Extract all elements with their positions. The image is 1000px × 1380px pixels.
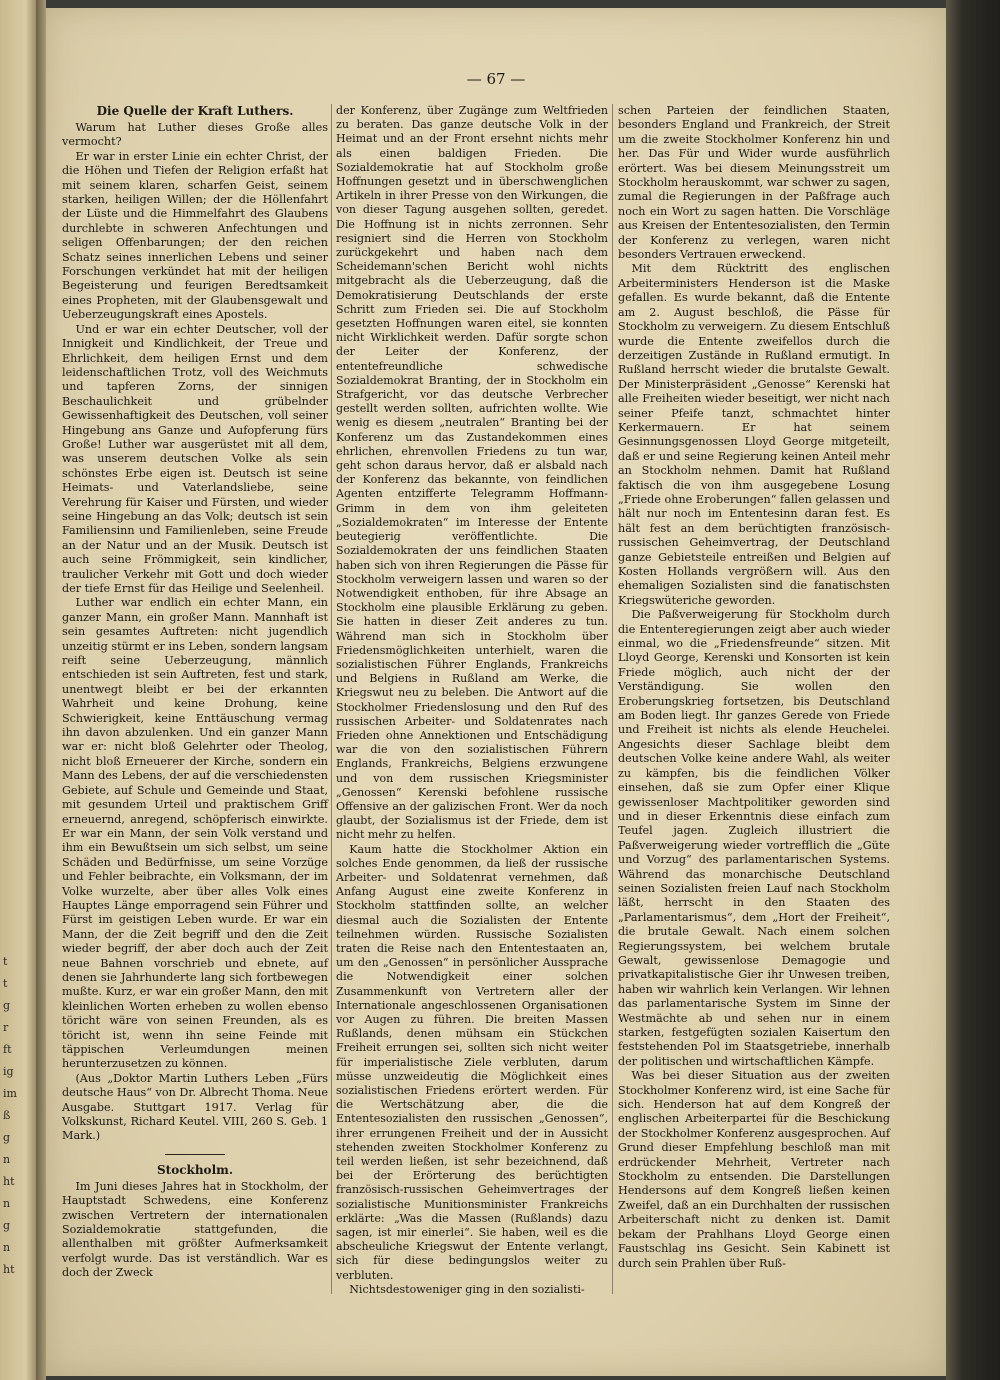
paragraph: schen Parteien der feindlichen Staaten, besonders England und Frankreich, der Streit um die zweite Stockholmer Konferenz hin und her. Das Für und Wider wurde ausführlich erörtert. Was bei diesem Meinungsstreit um Stockholm herauskommt, war schwer zu sagen, zumal die Regierungen in der Paßfrage auch noch ein Wort zu sagen hatten. Die Vorschläge aus Kreisen der Ententesozialisten, den Termin der Konferenz zu verlegen, waren nicht besonders Vertrauen erweckend. (618, 104, 890, 262)
margin-fragment: g (3, 999, 11, 1012)
margin-fragment: ht (3, 1175, 15, 1188)
paragraph: Er war in erster Linie ein echter Christ, der die Höhen und Tiefen der Religion erfaßt hat mit seinem klaren, scharfen Geist, seinem starken, heiligen Willen; der die Höllenfahrt der Lüste und die Himmelfahrt des Glaubens durchlebte in schweren Anfechtungen und seligen Offenbarungen; der den reichen Schatz seines innerlichen Lebens und seiner Forschungen verkündet hat mit der heiligen Begeisterung und feurigen Beredtsamkeit eines Propheten, mit der Glaubensgewalt und Ueberzeugungskraft eines Apostels. (62, 149, 328, 322)
paragraph: Luther war endlich ein echter Mann, ein ganzer Mann, ein großer Mann. Mannhaft ist sein gesamtes Auftreten: nicht jugendlich unzeitig stürmt er ins Leben, sondern langsam reift seine Ueberzeugung, männlich entschieden ist sein Auftreten, fest und stark, unentwegt bleibt er bei der erkannten Wahrheit und keine Drohung, keine Schwierigkeit, keine Enttäuschung vermag ihn davon abzulenken. Und ein ganzer Mann war er: nicht bloß Gelehrter oder Theolog, nicht bloß Erneuerer der Kirche, sondern ein Mann des Lebens, der auf die verschiedensten Gebiete, auf Schule und Gemeinde und Staat, mit gesundem Urteil und praktischem Griff erneuernd, anregend, schöpferisch einwirkte. Er war ein Mann, der sein Volk verstand und ihm ein Bewußtsein um sich selbst, um seine Schäden und Bedürfnisse, um seine Vorzüge und Fehler beibrachte, ein Volksmann, der im Volke wurzelte, aber über alles Volk eines Hauptes Länge emporragend sein Führer und Fürst im geistigen Leben wurde. Er war ein Mann, der die Zeit begriff und den die Zeit wieder begriff, der aber doch auch der Zeit neue Bahnen vorschrieb und ebnete, auf denen sie Jahrhunderte lang sich fortbewegen mußte. Kurz, er war ein großer Mann, den mit kleinlichen Worten erheben zu wollen ebenso töricht wäre von seinen Freunden, als es töricht ist, wenn ihn seine Feinde mit täppischen Verleumdungen meinen herunterzusetzen zu können. (62, 596, 328, 1071)
column-3 (618, 104, 890, 1271)
book-gutter (36, 0, 46, 1380)
margin-fragment: ft (3, 1043, 12, 1056)
paragraph: Und er war ein echter Deutscher, voll der Innigkeit und Kindlichkeit, der Treue und Ehrlichkeit, dem heiligen Ernst und dem leidenschaftlichen Trotz, voll des Weichmuts und tapferen Zorns, der sinnigen Beschaulichkeit und grübelnder Gewissenhaftigkeit des Deutschen, voll seiner Hingebung ans Ganze und Aufopferung fürs Große! Luther war ausgerüstet mit all dem, was unserem deutschen Volke als sein schönstes Erbe eigen ist. Deutsch ist seine Heimats- und Vaterlandsliebe, seine Verehrung für Kaiser und Fürsten, und wieder seine Hingebung an das Volk; deutsch ist sein Familiensinn und Familienleben, seine Freude an der Natur und an der Musik. Deutsch ist auch seine Frömmigkeit, sein kindlicher, traulicher Verkehr mit Gott und doch wieder der tiefe Ernst für das Heilige und Seelenheil. (62, 322, 328, 595)
margin-fragment: t (3, 977, 8, 990)
column-divider (612, 104, 613, 1294)
margin-fragment: g (3, 1131, 11, 1144)
margin-fragment: n (3, 1241, 11, 1254)
article-title-luther: Die Quelle der Kraft Luthers. (96, 104, 294, 118)
column-2 (336, 104, 608, 1297)
margin-fragment: ß (3, 1109, 11, 1122)
margin-fragment: im (3, 1087, 17, 1100)
book-spine (946, 0, 1000, 1380)
margin-fragment: t (3, 955, 8, 968)
margin-fragment: n (3, 1153, 11, 1166)
page (46, 8, 946, 1376)
column-divider (331, 104, 332, 1294)
paragraph: Die Paßverweigerung für Stockholm durch die Ententeregierungen zeigt aber auch wieder einmal, wo die „Friedensfreunde“ sitzen. Mit Lloyd George, Kerenski und Konsorten ist kein Friede möglich, auch nicht der der Verständigung. Sie wollen den Eroberungskrieg fortsetzen, bis Deutschland am Boden liegt. Ihr ganzes Gerede von Friede und Freiheit ist nichts als elende Heuchelei. Angesichts dieser Sachlage bleibt dem deutschen Volke keine andere Wahl, als weiter zu kämpfen, bis die feindlichen Völker einsehen, daß sie zum Opfer einer Klique gewissenloser Machtpolitiker geworden sind und in dieser Erkenntnis diese einfach zum Teufel jagen. Zugleich illustriert die Paßverweigerung wieder vortrefflich die „Güte und Vorzug“ des parlamentarischen Systems. Während das monarchische Deutschland seinen Sozialisten freien Lauf nach Stockholm läßt, herrscht in den Staaten des „Parlamentarismus“, dem „Hort der Freiheit“, die brutale Gewalt. Nach einem solchen Regierungssystem, bei welchem brutale Gewalt, gewissenlose Demagogie und privatkapitalistische Gier ihr Unwesen treiben, haben wir wahrlich kein Verlangen. Wir lehnen das parlamentarische System im Sinne der Westmächte ab und sehen nur in einem starken, festgefügten sozialen Kaisertum den feststehenden Pol im Staatsgetriebe, innerhalb der politischen und wirtschaftlichen Kämpfe. (618, 608, 890, 1068)
paragraph: Im Juni dieses Jahres hat in Stockholm, der Hauptstadt Schwedens, eine Konferenz zwischen Vertretern der internationalen Sozialdemokratie stattgefunden, die allenthalben mit größter Aufmerksamkeit verfolgt wurde. Das ist verständlich. War es doch der Zweck (62, 1179, 328, 1280)
citation: (Aus „Doktor Martin Luthers Leben „Fürs deutsche Haus“ von Dr. Albrecht Thoma. Neue Ausgabe. Stuttgart 1917. Verlag für Volkskunst, Richard Keutel. VIII, 260 S. Geb. 1 Mark.) (62, 1071, 328, 1143)
margin-fragment: g (3, 1219, 11, 1232)
paragraph: Nichtsdestoweniger ging in den sozialisti- (349, 1282, 585, 1296)
margin-fragment: ig (3, 1065, 14, 1078)
section-rule (165, 1154, 225, 1155)
paragraph: der Konferenz, über Zugänge zum Weltfrieden zu beraten. Das ganze deutsche Volk in der Heimat und an der Front ersehnt nichts mehr als einen baldigen Frieden. Die Sozialdemokratie hat auf Stockholm große Hoffnungen gesetzt und in überschwenglichen Artikeln in ihrer Presse von den Wirkungen, die von dieser Tagung ausgehen sollten, geredet. Die Hoffnung ist in nichts zerronnen. Sehr resigniert sind die Herren von Stockholm zurückgekehrt und haben nach dem Scheidemann'schen Bericht wohl nichts mitgebracht als die Ueberzeugung, daß die Demokratisierung Deutschlands der erste Schritt zum Frieden sei. Die auf Stockholm gesetzten Hoffnungen waren eitel, sie konnten nicht Wirklichkeit werden. Dafür sorgte schon der Leiter der Konferenz, der ententefreundliche schwedische Sozialdemokrat Branting, der in Stockholm ein Strafgericht, vor das deutsche Verbrecher gestellt werden sollten, aufrichten wollte. Wie wenig es diesem „neutralen“ Branting bei der Konferenz um das Zustandekommen eines ehrlichen, ehrenvollen Friedens zu tun war, geht schon daraus hervor, daß er alsbald nach der Konferenz das bekannte, von feindlichen Agenten entzifferte Telegramm Hoffmann-Grimm in dem von ihm geleiteten „Sozialdemokraten“ im Interesse der Entente beutegierig veröffentlichte. Die Sozialdemokraten der uns feindlichen Staaten haben sich von ihren Regierungen die Pässe für Stockholm verweigern lassen und waren so der Notwendigkeit enthoben, für ihre Absage an Stockholm eine plausible Erklärung zu geben. Sie hatten in dieser Zeit anderes zu tun. Während man sich in Stockholm über Friedensmöglichkeiten unterhielt, waren die sozialistischen Führer Englands, Frankreichs und Belgiens in Rußland am Werke, die Kriegswut neu zu beleben. Die Antwort auf die Stockholmer Friedenslosung und den Ruf des russischen Arbeiter- und Soldatenrates nach Frieden ohne Annektionen und Entschädigung war die von den sozialistischen Führern Englands, Frankreichs, Belgiens erzwungene und von dem russischen Kriegsminister „Genossen“ Kerenski befohlene russische Offensive an der galizischen Front. Wer da noch glaubt, der Sozialismus ist der Friede, dem ist nicht mehr zu helfen. (336, 104, 608, 842)
paragraph: Kaum hatte die Stockholmer Aktion ein solches Ende genommen, da ließ der russische Arbeiter- und Soldatenrat vernehmen, daß Anfang August eine zweite Konferenz in Stockholm stattfinden sollte, an welcher diesmal auch die Sozialisten der Entente teilnehmen würden. Russische Sozialisten traten die Reise nach den Ententestaaten an, um den „Genossen“ in persönlicher Aussprache die Notwendigkeit einer solchen Zusammenkunft von Vertretern aller der Internationale angeschlossenen Organisationen vor Augen zu führen. Die breiten Massen Rußlands, denen mühsam ein Stückchen Freiheit errungen sei, sollten sich nicht weiter für imperialistische Ziele verbluten, darum müsse unzweideutig die Möglichkeit eines sozialistischen Friedens erörtert werden. Für die Wertschätzung aber, die die Ententesozialisten den russischen „Genossen“, ihrer errungenen Freiheit und der in Aussicht stehenden zweiten Stockholmer Konferenz zu teil werden ließen, ist sehr bezeichnend, daß bei der Erörterung des berüchtigten französisch-russischen Geheimvertrages der sozialistische Munitionsminister Frankreichs erklärte: „Was die Massen (Rußlands) dazu sagen, ist mir einerlei“. Sie haben, weil es die abscheuliche Kriegswut der Entente verlangt, sich für diese bedingungslos weiter zu verbluten. (336, 842, 608, 1282)
paragraph: Mit dem Rücktritt des englischen Arbeiterministers Henderson ist die Maske gefallen. Es wurde bekannt, daß die Entente am 2. August beschloß, die Pässe für Stockholm zu verweigern. Zu diesem Entschluß wurde die Entente zweifellos durch die derzeitigen Zustände in Rußland ermutigt. In Rußland herrscht wieder die brutalste Gewalt. Der Ministerpräsident „Genosse“ Kerenski hat alle Freiheiten wieder beseitigt, wer nicht nach seiner Pfeife tanzt, schmachtet hinter Kerkermauern. Er hat seinem Gesinnungsgenossen Lloyd George mitgeteilt, daß er und seine Regierung keinen Anteil mehr an Stockholm nehmen. Damit hat Rußland faktisch die von ihm ausgegebene Losung „Friede ohne Eroberungen“ fallen gelassen und hält nur noch im Ententesinn daran fest. Es hält fest an dem berüchtigten französisch-russischen Geheimvertrag, der Deutschland ganze Gebietsteile entreißen und Belgien auf Kosten Hollands vergrößern will. Aus den ehemaligen Sozialisten sind die fanatischsten Kriegswüteriche geworden. (618, 262, 890, 607)
column-1 (62, 104, 328, 1281)
facing-page-edge (0, 0, 36, 1380)
margin-fragment: r (3, 1021, 9, 1034)
paragraph: Warum hat Luther dieses Große alles vermocht? (62, 121, 328, 149)
margin-fragment: ht (3, 1263, 15, 1276)
page-number: — 67 — (466, 70, 526, 88)
article-title-stockholm: Stockholm. (157, 1162, 233, 1177)
paragraph: Was bei dieser Situation aus der zweiten Stockholmer Konferenz wird, ist eine Sache für sich. Henderson hat auf dem Kongreß der englischen Arbeiterpartei für die Beschickung der Stockholmer Konferenz ausgesprochen. Auf Grund dieser Empfehlung beschloß man mit erdrückender Mehrheit, Vertreter nach Stockholm zu entsenden. Die Darstellungen Hendersons auf dem Kongreß ließen keinen Zweifel, daß an ein Durchhalten der russischen Arbeiterschaft nicht zu denken ist. Damit bekam der Prahlhans Lloyd George einen Faustschlag ins Gesicht. Sein Kabinett ist durch sein Prahlen über Ruß- (618, 1069, 890, 1270)
margin-fragment: n (3, 1197, 11, 1210)
